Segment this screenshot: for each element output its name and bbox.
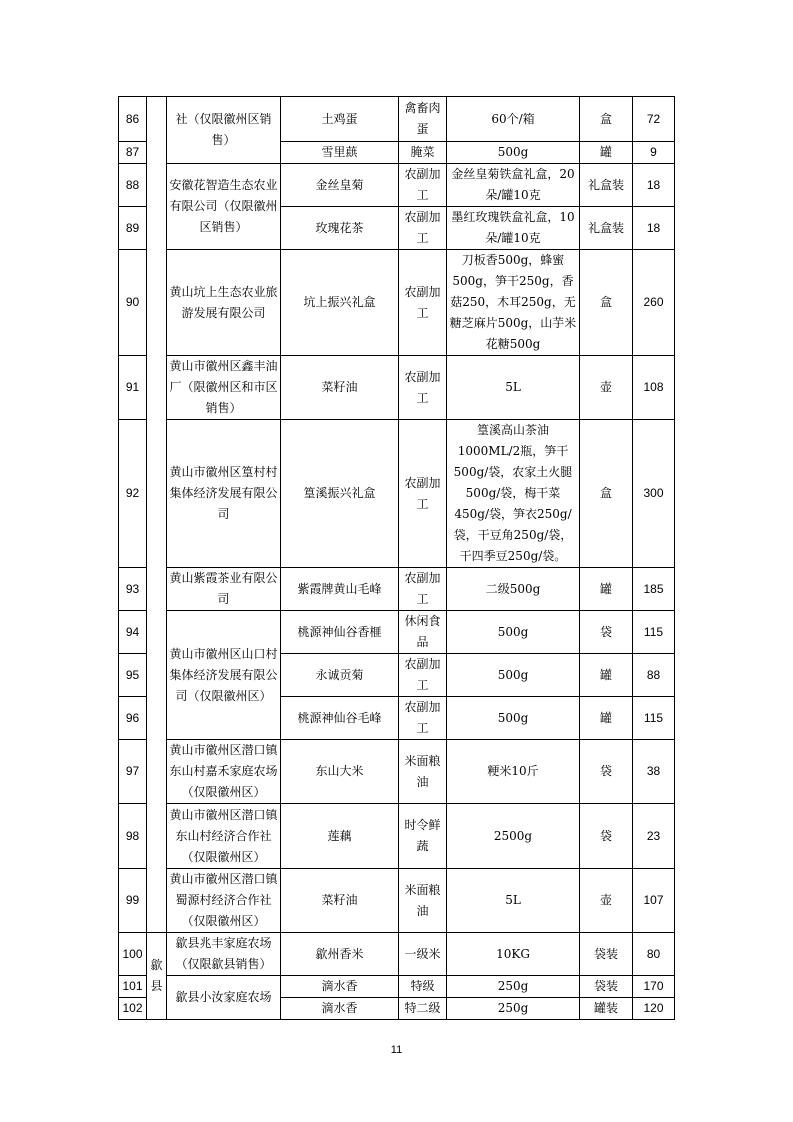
- product-cell: 雪里蕻: [281, 142, 399, 164]
- company-cell: 黄山紫霞茶业有限公司: [167, 568, 281, 611]
- row-number: 98: [119, 804, 147, 869]
- row-number: 91: [119, 356, 147, 420]
- table-row: [119, 804, 675, 869]
- category-cell: 时令鲜蔬: [399, 804, 447, 869]
- category-cell: 禽畜肉蛋: [399, 97, 447, 142]
- spec-cell: 刀板香500g，蜂蜜500g，笋干250g，香菇250，木耳250g，无糖芝麻片500g，山芋米花糖500g: [447, 250, 580, 356]
- category-cell: 农副加工: [399, 164, 447, 207]
- unit-cell: 袋装: [580, 933, 633, 976]
- spec-cell: 500g: [447, 142, 580, 164]
- category-cell: 农副加工: [399, 697, 447, 740]
- price-cell: 300: [633, 420, 675, 568]
- spec-cell: 5L: [447, 356, 580, 420]
- spec-cell: 250g: [447, 998, 580, 1020]
- row-number: 90: [119, 250, 147, 356]
- spec-cell: 墨红玫瑰铁盒礼盒，10朵/罐10克: [447, 207, 580, 250]
- price-cell: 38: [633, 740, 675, 804]
- product-cell: 滴水香: [281, 976, 399, 998]
- price-cell: 115: [633, 697, 675, 740]
- unit-cell: 罐: [580, 568, 633, 611]
- product-cell: 金丝皇菊: [281, 164, 399, 207]
- unit-cell: 盒: [580, 420, 633, 568]
- table-row: [119, 976, 675, 998]
- price-cell: 72: [633, 97, 675, 142]
- product-cell: 滴水香: [281, 998, 399, 1020]
- category-cell: 农副加工: [399, 207, 447, 250]
- table-row: [119, 164, 675, 207]
- product-cell: 篁溪振兴礼盒: [281, 420, 399, 568]
- product-cell: 桃源神仙谷毛峰: [281, 697, 399, 740]
- company-cell: 安徽花智造生态农业有限公司（仅限徽州区销售）: [167, 164, 281, 250]
- spec-cell: 5L: [447, 869, 580, 933]
- price-cell: 260: [633, 250, 675, 356]
- price-cell: 18: [633, 207, 675, 250]
- category-cell: 休闲食品: [399, 611, 447, 654]
- row-number: 97: [119, 740, 147, 804]
- company-cell: 黄山市徽州区篁村村集体经济发展有限公司: [167, 420, 281, 568]
- price-cell: 108: [633, 356, 675, 420]
- unit-cell: 罐: [580, 142, 633, 164]
- row-number: 99: [119, 869, 147, 933]
- category-cell: 农副加工: [399, 654, 447, 697]
- price-cell: 88: [633, 654, 675, 697]
- row-number: 101: [119, 976, 147, 998]
- price-cell: 170: [633, 976, 675, 998]
- spec-cell: 10KG: [447, 933, 580, 976]
- spec-cell: 金丝皇菊铁盒礼盒，20朵/罐10克: [447, 164, 580, 207]
- price-cell: 185: [633, 568, 675, 611]
- company-cell: 黄山市徽州区潜口镇东山村经济合作社（仅限徽州区）: [167, 804, 281, 869]
- table-row: [119, 97, 675, 142]
- category-cell: 特二级: [399, 998, 447, 1020]
- spec-cell: 500g: [447, 697, 580, 740]
- unit-cell: 袋: [580, 740, 633, 804]
- price-cell: 80: [633, 933, 675, 976]
- company-cell: 黄山市徽州区潜口镇蜀源村经济合作社（仅限徽州区）: [167, 869, 281, 933]
- price-cell: 120: [633, 998, 675, 1020]
- table-row: [119, 740, 675, 804]
- table-row: [119, 356, 675, 420]
- row-number: 96: [119, 697, 147, 740]
- company-cell: 黄山坑上生态农业旅游发展有限公司: [167, 250, 281, 356]
- company-cell: 社（仅限徽州区销售）: [167, 97, 281, 164]
- spec-cell: 60个/箱: [447, 97, 580, 142]
- category-cell: 特级: [399, 976, 447, 998]
- unit-cell: 壶: [580, 869, 633, 933]
- category-cell: 米面粮油: [399, 740, 447, 804]
- product-cell: 永诚贡菊: [281, 654, 399, 697]
- unit-cell: 盒: [580, 250, 633, 356]
- unit-cell: 袋: [580, 611, 633, 654]
- company-cell: 歙县小汝家庭农场: [167, 976, 281, 1020]
- table-row: [119, 250, 675, 356]
- product-table: [118, 96, 675, 1020]
- unit-cell: 袋装: [580, 976, 633, 998]
- spec-cell: 250g: [447, 976, 580, 998]
- company-cell: 黄山市徽州区山口村集体经济发展有限公司（仅限徽州区）: [167, 611, 281, 740]
- page-number: 11: [390, 1044, 403, 1056]
- row-number: 95: [119, 654, 147, 697]
- company-cell: 黄山市徽州区鑫丰油厂（限徽州区和市区销售）: [167, 356, 281, 420]
- spec-cell: 粳米10斤: [447, 740, 580, 804]
- product-cell: 土鸡蛋: [281, 97, 399, 142]
- spec-cell: 500g: [447, 611, 580, 654]
- product-cell: 东山大米: [281, 740, 399, 804]
- product-cell: 坑上振兴礼盒: [281, 250, 399, 356]
- category-cell: 米面粮油: [399, 869, 447, 933]
- unit-cell: 礼盒装: [580, 164, 633, 207]
- price-cell: 115: [633, 611, 675, 654]
- row-number: 89: [119, 207, 147, 250]
- region-cell: [147, 97, 167, 933]
- price-cell: 9: [633, 142, 675, 164]
- row-number: 93: [119, 568, 147, 611]
- spec-cell: 二级500g: [447, 568, 580, 611]
- unit-cell: 盒: [580, 97, 633, 142]
- product-cell: 歙州香米: [281, 933, 399, 976]
- price-cell: 23: [633, 804, 675, 869]
- spec-cell: 篁溪高山茶油1000ML/2瓶，笋干500g/袋，农家土火腿500g/袋，梅干菜450g/袋，笋衣250g/袋，干豆角250g/袋，干四季豆250g/袋。: [447, 420, 580, 568]
- table-row: [119, 933, 675, 976]
- product-cell: 桃源神仙谷香榧: [281, 611, 399, 654]
- category-cell: 农副加工: [399, 420, 447, 568]
- unit-cell: 礼盒装: [580, 207, 633, 250]
- unit-cell: 袋: [580, 804, 633, 869]
- category-cell: 一级米: [399, 933, 447, 976]
- row-number: 100: [119, 933, 147, 976]
- unit-cell: 罐装: [580, 998, 633, 1020]
- spec-cell: 2500g: [447, 804, 580, 869]
- product-cell: 紫霞牌黄山毛峰: [281, 568, 399, 611]
- unit-cell: 罐: [580, 654, 633, 697]
- table-row: [119, 869, 675, 933]
- table-row: [119, 611, 675, 654]
- category-cell: 农副加工: [399, 250, 447, 356]
- row-number: 86: [119, 97, 147, 142]
- product-cell: 玫瑰花茶: [281, 207, 399, 250]
- row-number: 88: [119, 164, 147, 207]
- price-cell: 107: [633, 869, 675, 933]
- company-cell: 歙县兆丰家庭农场（仅限歙县销售）: [167, 933, 281, 976]
- table-row: [119, 420, 675, 568]
- row-number: 102: [119, 998, 147, 1020]
- product-cell: 菜籽油: [281, 356, 399, 420]
- category-cell: 腌菜: [399, 142, 447, 164]
- row-number: 94: [119, 611, 147, 654]
- unit-cell: 壶: [580, 356, 633, 420]
- company-cell: 黄山市徽州区潜口镇东山村嘉禾家庭农场（仅限徽州区）: [167, 740, 281, 804]
- product-cell: 菜籽油: [281, 869, 399, 933]
- category-cell: 农副加工: [399, 356, 447, 420]
- table-row: [119, 568, 675, 611]
- price-cell: 18: [633, 164, 675, 207]
- region-cell: 歙县: [147, 933, 167, 1020]
- row-number: 87: [119, 142, 147, 164]
- category-cell: 农副加工: [399, 568, 447, 611]
- row-number: 92: [119, 420, 147, 568]
- product-cell: 莲藕: [281, 804, 399, 869]
- spec-cell: 500g: [447, 654, 580, 697]
- unit-cell: 罐: [580, 697, 633, 740]
